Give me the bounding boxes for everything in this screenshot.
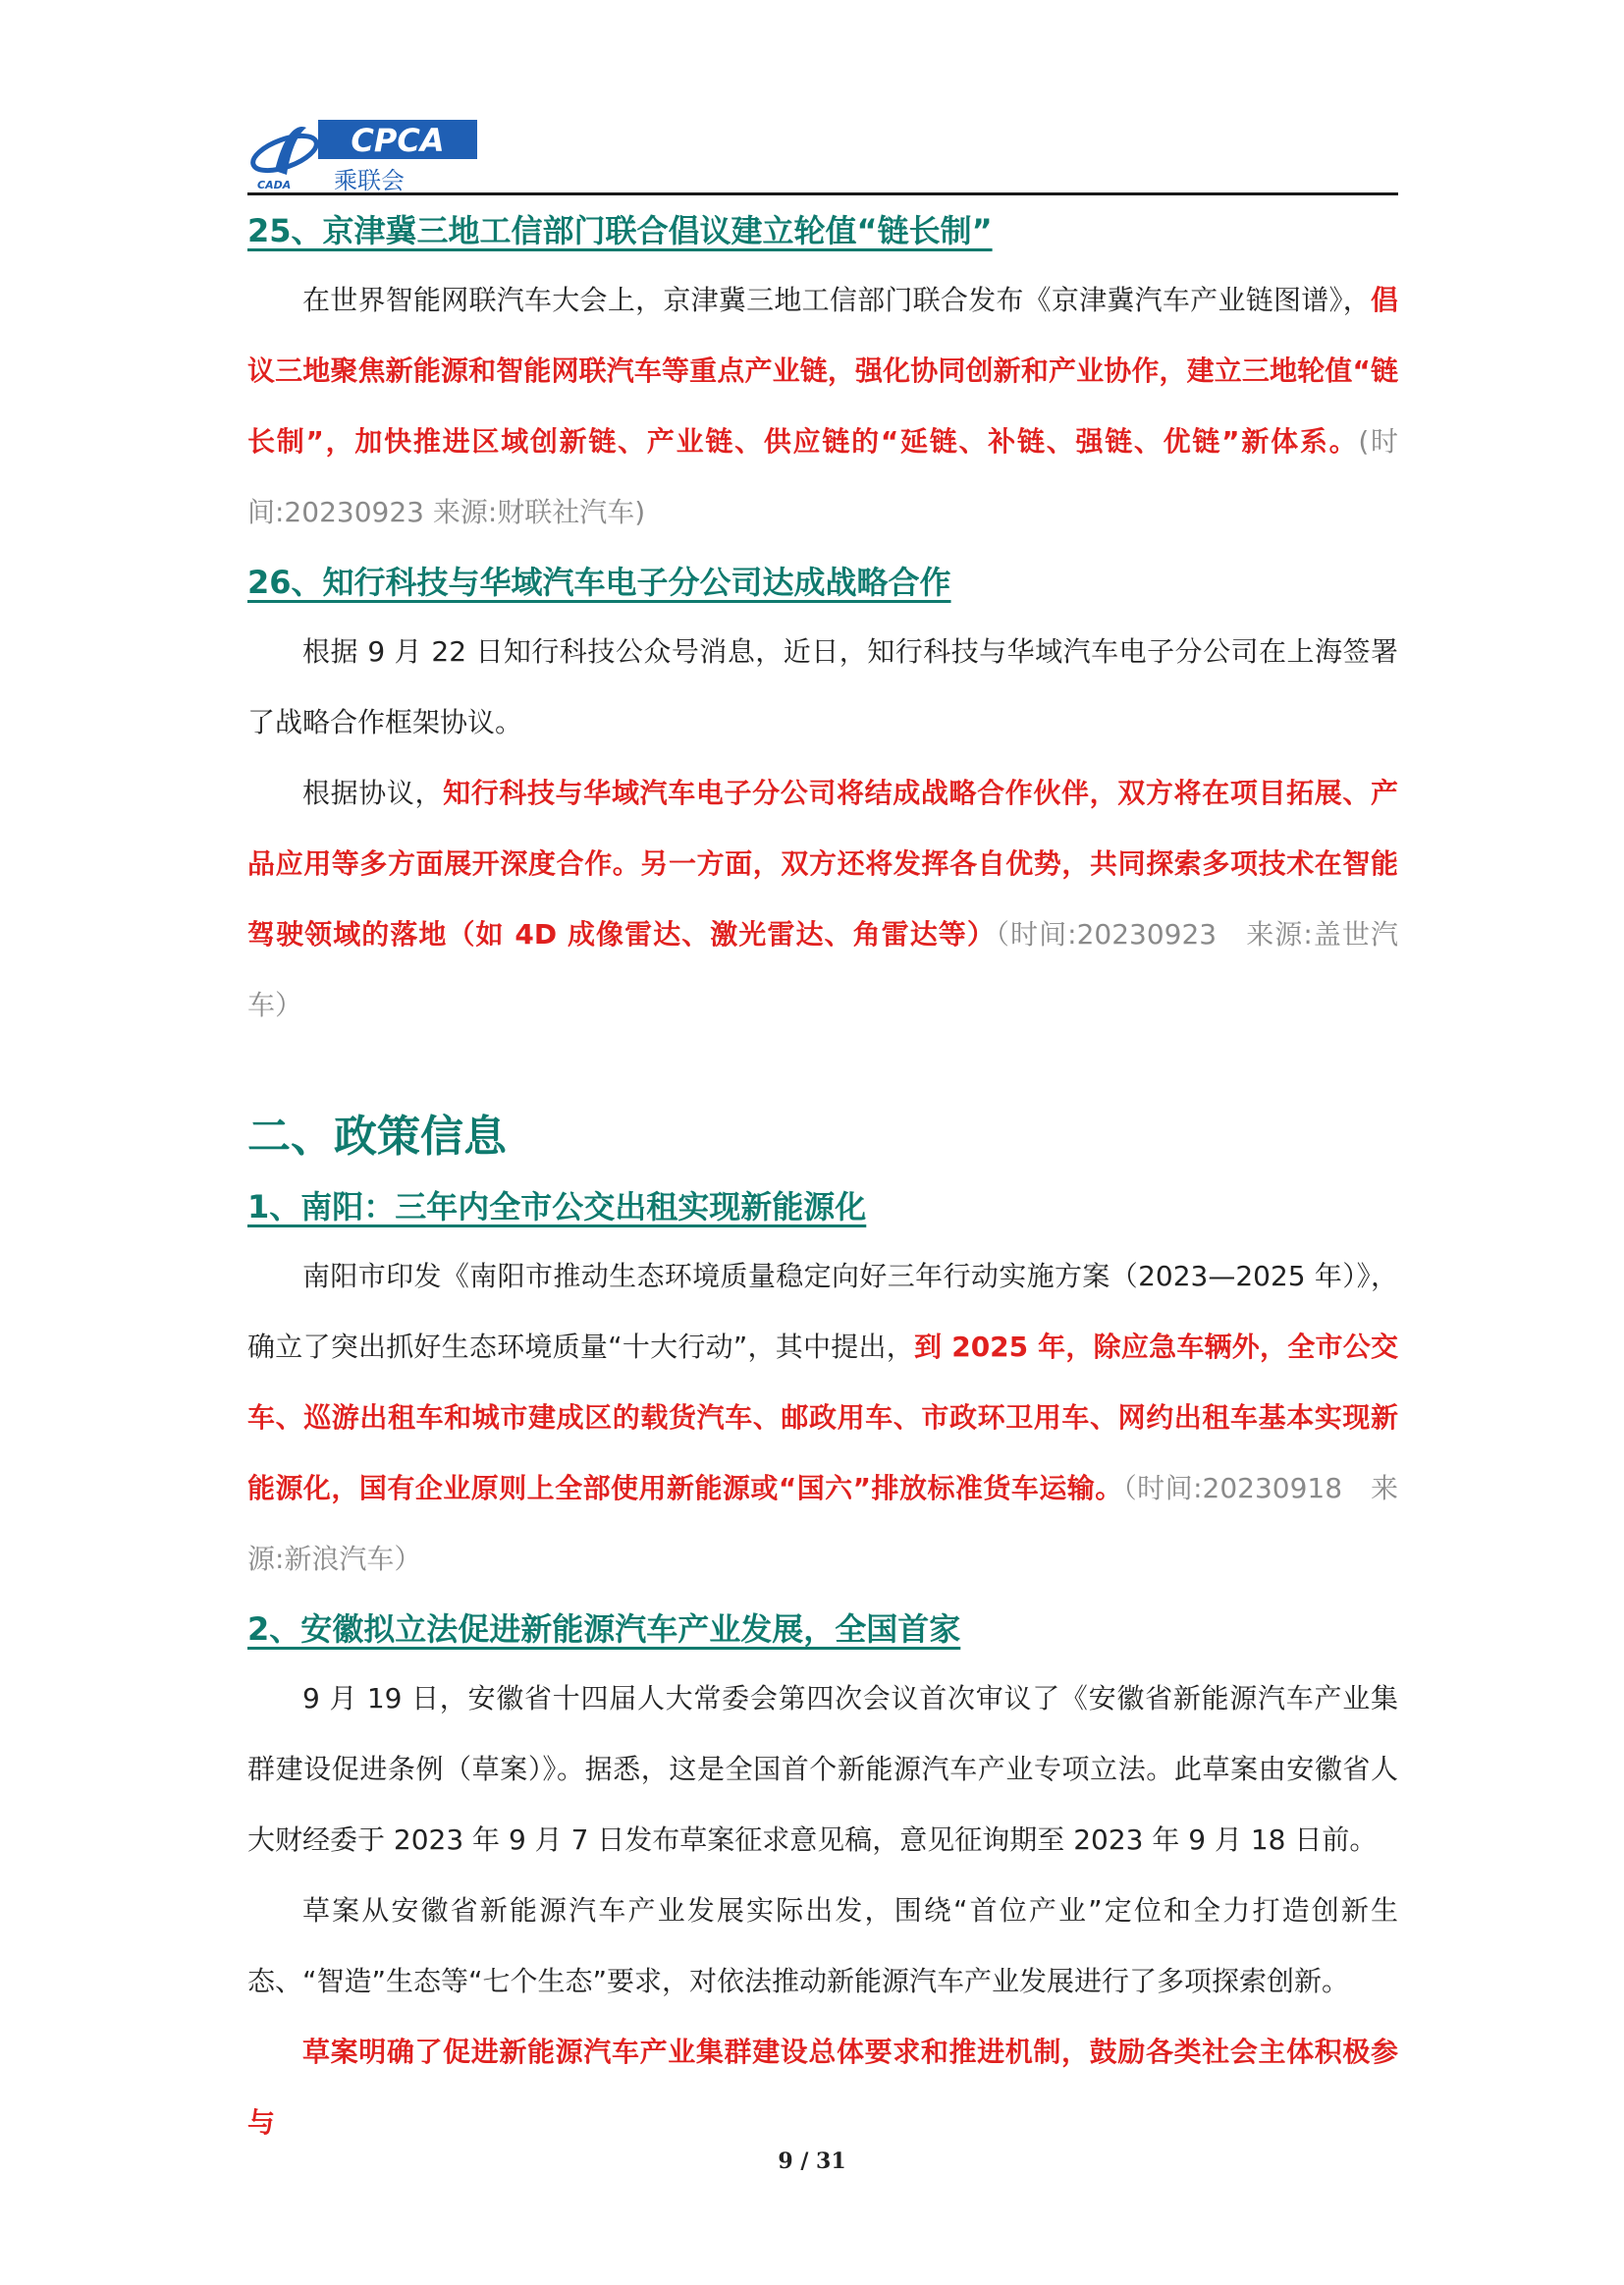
item-25-title: 25、京津冀三地工信部门联合倡议建立轮值“链长制”: [247, 212, 993, 249]
logo-brand-text: CPCA: [351, 122, 445, 159]
policy-item-1-title: 1、南阳：三年内全市公交出租实现新能源化: [247, 1188, 867, 1225]
policy-item-1-paragraph: [247, 1241, 1398, 1595]
page-header: [247, 110, 1398, 194]
policy-item-1-source: （时间:20230918 来源:新浪汽车）: [247, 1472, 1398, 1575]
policy-item-2-title: 2、安徽拟立法促进新能源汽车产业发展，全国首家: [247, 1610, 961, 1648]
policy-item-1-emphasis: 到 2025 年，除应急车辆外，全市公交车、巡游出租车和城市建成区的载货汽车、邮政用车、市政环卫用车、网约出租车基本实现新能源化，国有企业原则上全部使用新能源或“国六”排放标准货车运输。: [247, 1331, 1398, 1504]
header-divider: [247, 192, 1398, 195]
item-26-title: 26、知行科技与华域汽车电子分公司达成战略合作: [247, 564, 951, 601]
item-26-emphasis: 知行科技与华域汽车电子分公司将结成战略合作伙伴，双方将在项目拓展、产品应用等多方面展开深度合作。另一方面，双方还将发挥各自优势，共同探索多项技术在智能驾驶领域的落地（如 4D 成像雷达、激光雷达、角雷达等）: [247, 777, 1398, 951]
policy-section-heading: 二、政策信息: [247, 1112, 507, 1162]
item-26-text: 根据协议，: [302, 777, 444, 809]
item-26-paragraph-1: 根据 9 月 22 日知行科技公众号消息，近日，知行科技与华域汽车电子分公司在上海签署了战略合作框架协议。: [247, 635, 1398, 738]
item-25-text: 在世界智能网联汽车大会上，京津冀三地工信部门联合发布《京津冀汽车产业链图谱》，: [302, 284, 1371, 316]
item-25-source: (时间:20230923 来源:财联社汽车): [247, 425, 1398, 528]
policy-item-2-paragraph-1: 9 月 19 日，安徽省十四届人大常委会第四次会议首次审议了《安徽省新能源汽车产业集群建设促进条例（草案）》。据悉，这是全国首个新能源汽车产业专项立法。此草案由安徽省人大财经委于 2023 年 9 月 7 日发布草案征求意见稿，意见征询期至 2023 年 9 月 18 日前。: [247, 1682, 1398, 1856]
section-spacer: [247, 1041, 1398, 1102]
policy-item-1-text: 南阳市印发《南阳市推动生态环境质量稳定向好三年行动实施方案（2023—2025 年）》，确立了突出抓好生态环境质量“十大行动”，其中提出，: [247, 1260, 1398, 1363]
item-26-paragraph-2: [247, 758, 1398, 1041]
policy-item-2-paragraph-2: 草案从安徽省新能源汽车产业发展实际出发，围绕“首位产业”定位和全力打造创新生态、“智造”生态等“七个生态”要求，对依法推动新能源汽车产业发展进行了多项探索创新。: [247, 1894, 1398, 1997]
page-content: [247, 196, 1398, 2158]
item-25-paragraph: [247, 265, 1398, 548]
item-26-source: （时间:20230923 来源:盖世汽车）: [247, 918, 1398, 1021]
page-number: 9 / 31: [778, 2149, 846, 2174]
logo-sub-text: CADA: [257, 179, 292, 191]
cpca-logo: [247, 110, 483, 192]
logo-cn-text: 乘联会: [334, 167, 405, 192]
item-25-emphasis: 倡议三地聚焦新能源和智能网联汽车等重点产业链，强化协同创新和产业协作，建立三地轮值“链长制”，加快推进区域创新链、产业链、供应链的“延链、补链、强链、优链”新体系。: [247, 284, 1398, 458]
policy-item-2-paragraph-3: 草案明确了促进新能源汽车产业集群建设总体要求和推进机制，鼓励各类社会主体积极参与: [247, 2036, 1398, 2139]
